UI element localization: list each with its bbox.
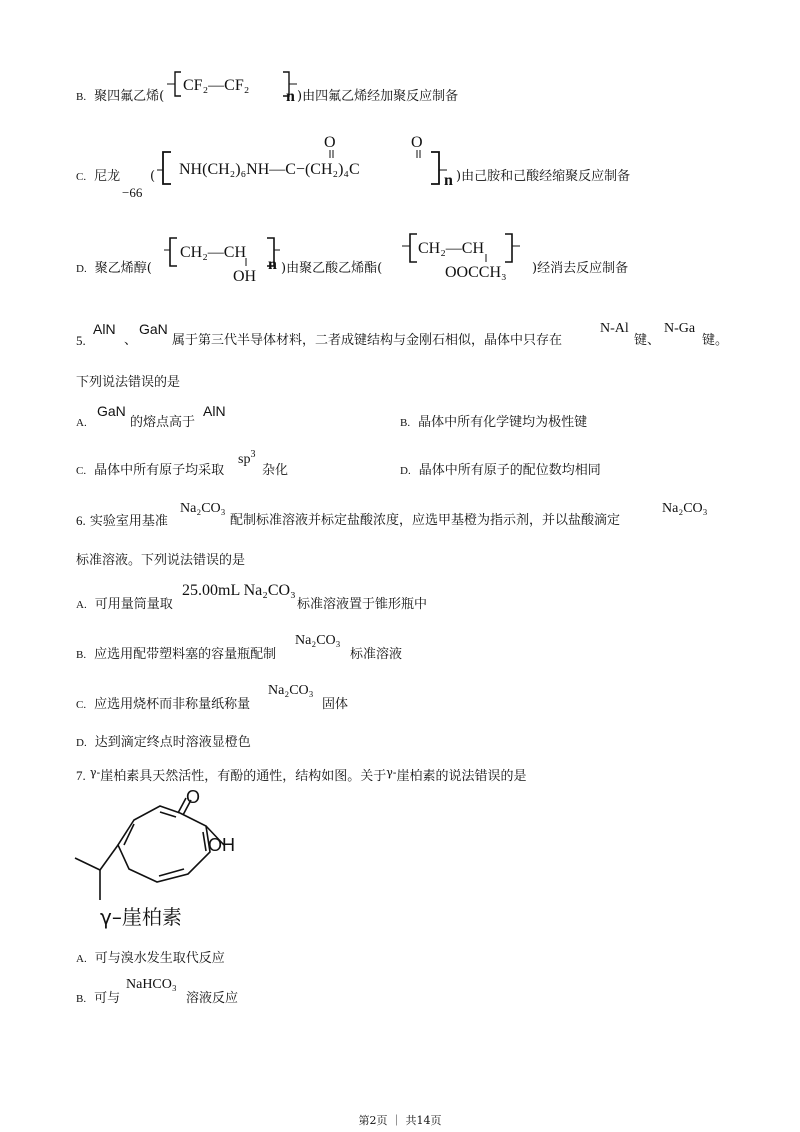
option-marker: B. [76,649,87,661]
q7-option-a: A. 可与溴水发生取代反应 [76,951,225,966]
structure-oh: OH [208,835,235,855]
q6-line2: 标准溶液。下列说法错误的是 [76,553,246,568]
na2co3: Na₂CO₃ [180,501,226,516]
q7-line1: 7. $^{\gamma-}$崖柏素具天然活性，有酚的通性，结构如图。关于$^{\gamma-}$崖柏素的说法错误的是 [76,766,527,784]
page-footer: 第2页 ｜ 共14页 [358,1114,442,1127]
option-d-pva: D. 聚乙烯醇( [76,261,152,276]
pvac-ester: OOCCH₃ [445,264,507,281]
carbonyl-o: O [324,134,336,151]
option-marker: C. [76,699,87,711]
ptfe-formula: CF₂—CF₂ [183,77,250,94]
nylon-sub: −66 [122,185,143,200]
option-marker: C. [76,465,87,477]
option-marker: D. [76,263,87,275]
pvac-formula: CH₂—CH [418,240,485,257]
q7-option-b: B. 可与 [76,991,121,1006]
option-b-ptfe: B. 聚四氟乙烯( [76,89,165,104]
carbonyl-o: O [411,134,423,151]
q5-option-a [76,414,95,432]
option-marker: D. [76,737,87,749]
na2co3: Na₂CO₃ [662,501,708,516]
na2co3: Na₂CO₃ [295,633,341,648]
option-marker: A. [76,417,87,429]
q6-option-a: A. 可用量筒量取 [76,597,173,612]
q5-option-b: B. 晶体中所有化学键均为极性键 [400,415,588,430]
pva-n: n [268,256,277,273]
pva-formula: CH₂—CH [180,244,247,261]
q6-line1: 6. 实验室用基准 [76,513,168,529]
nylon-formula: NH(CH₂)₆NH—C−(CH₂)₄C [179,161,360,178]
option-marker: D. [400,465,411,477]
structure-caption: γ–崖柏素 [100,905,182,929]
sp3: $sp^3$ [238,449,256,467]
option-marker: A. [76,599,87,611]
ptfe-n: n [286,88,295,105]
nylon-n: n [444,172,453,189]
na2co3: Na₂CO₃ [268,683,314,698]
option-marker: B. [76,91,87,103]
q5-bond1: N-Al [600,321,629,336]
gamma-thujaplicin-structure [60,787,280,910]
option-marker: B. [400,417,411,429]
q6-option-c: C. 应选用烧杯而非称量纸称量 [76,697,251,712]
q5-option-c: C. 晶体中所有原子均采取 [76,463,225,478]
option-d-suffix: )经消去反应制备 [532,261,629,276]
option-c-nylon: C. 尼龙 [76,169,121,184]
q6-option-b: B. 应选用配带塑料塞的容量瓶配制 [76,647,277,662]
option-c-suffix: )由己胺和己酸经缩聚反应制备 [456,169,631,184]
nahco3: NaHCO₃ [126,977,177,992]
option-d-mid: )由聚乙酸乙烯酯( [281,261,383,276]
structure-o: O [186,787,201,807]
q5-line2: 下列说法错误的是 [76,375,181,390]
q5-bond2: N-Ga [664,321,696,336]
q5-number: 5. [76,333,86,348]
q5-text: 属于第三代半导体材料，二者成键结构与金刚石相似，晶体中只存在 [172,333,563,348]
q5-aln: AlN [93,321,116,337]
q6-option-d: D. 达到滴定终点时溶液显橙色 [76,735,251,750]
q5-gan: GaN [139,321,168,337]
q5-option-d: D. 晶体中所有原子的配位数均相同 [400,463,601,478]
volume-formula: 25.00mL Na₂CO₃ [182,582,296,599]
option-marker: A. [76,953,87,965]
option-marker: B. [76,993,87,1005]
option-b-suffix: )由四氟乙烯经加聚反应制备 [297,89,459,104]
option-marker: C. [76,171,87,183]
pva-oh: OH [233,268,257,285]
